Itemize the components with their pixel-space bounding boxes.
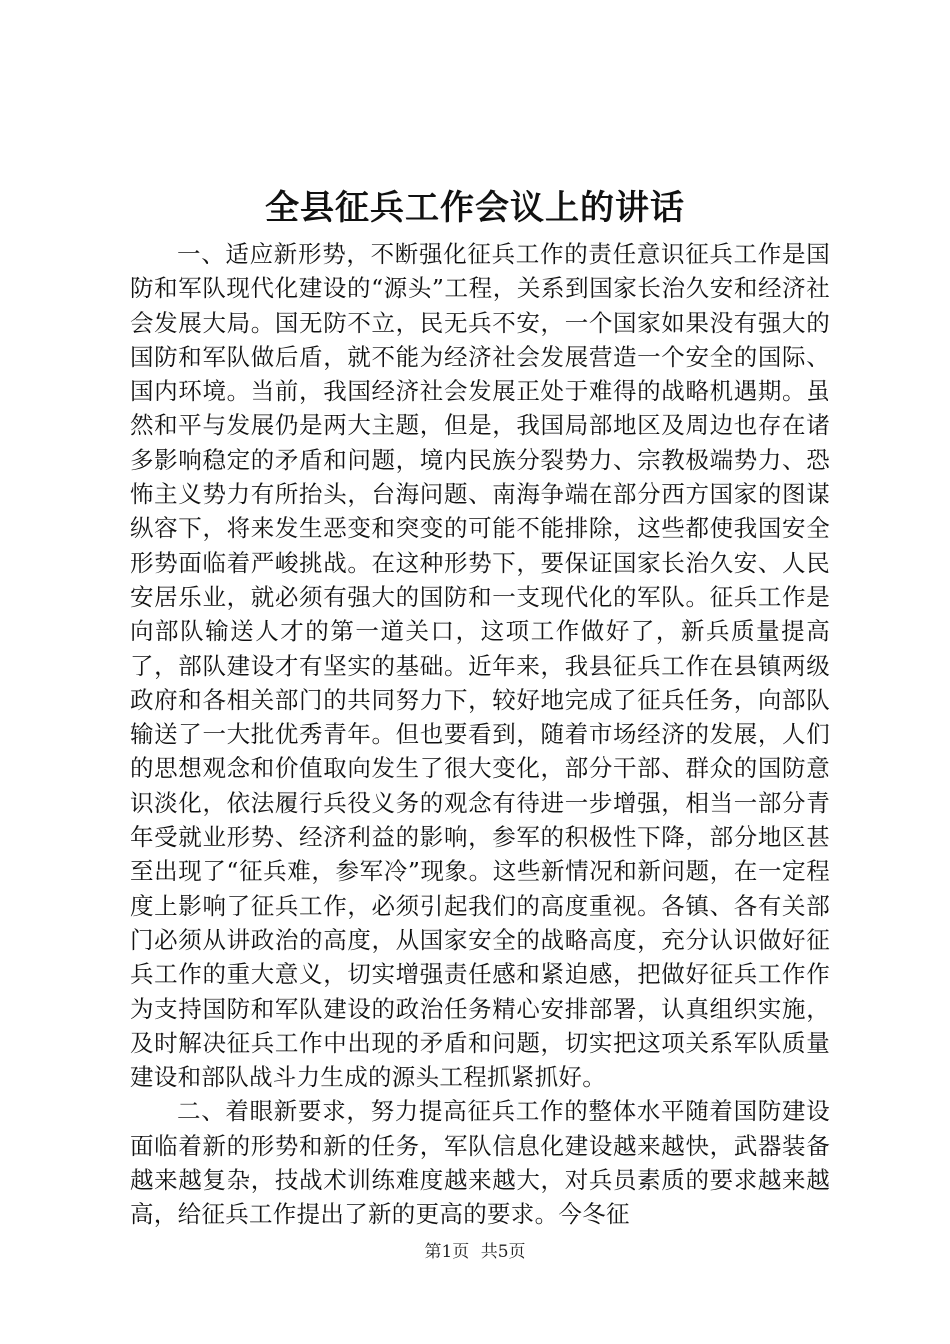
page-total: 共5页 (480, 1242, 526, 1262)
paragraph-2: 二、着眼新要求，努力提高征兵工作的整体水平随着国防建设面临着新的形势和新的任务，军队信息化建设越来越快，武器装备越来越复杂，技战术训练难度越来越大，对兵员素质的要求越来越高，给征兵工作提出了新的更高的要求。今冬征 (130, 1097, 830, 1229)
paragraph-1: 一、适应新形势，不断强化征兵工作的责任意识征兵工作是国防和军队现代化建设的“源头”工程，关系到国家长治久安和经济社会发展大局。国无防不立，民无兵不安，一个国家如果没有强大的国防和军队做后盾，就不能为经济社会发展营造一个安全的国际、国内环境。当前，我国经济社会发展正处于难得的战略机遇期。虽然和平与发展仍是两大主题，但是，我国局部地区及周边也存在诸多影响稳定的矛盾和问题，境内民族分裂势力、宗教极端势力、恐怖主义势力有所抬头，台海问题、南海争端在部分西方国家的图谋纵容下，将来发生恶变和突变的可能不能排除，这些都使我国安全形势面临着严峻挑战。在这种形势下，要保证国家长治久安、人民安居乐业，就必须有强大的国防和一支现代化的军队。征兵工作是向部队输送人才的第一道关口，这项工作做好了，新兵质量提高了，部队建设才有坚实的基础。近年来，我县征兵工作在县镇两级政府和各相关部门的共同努力下，较好地完成了征兵任务，向部队输送了一大批优秀青年。但也要看到，随着市场经济的发展，人们的思想观念和价值取向发生了很大变化，部分干部、群众的国防意识淡化，依法履行兵役义务的观念有待进一步增强，相当一部分青年受就业形势、经济利益的影响，参军的积极性下降，部分地区甚至出现了“征兵难，参军冷”现象。这些新情况和新问题，在一定程度上影响了征兵工作，必须引起我们的高度重视。各镇、各有关部门必须从讲政治的高度，从国家安全的战略高度，充分认识做好征兵工作的重大意义，切实增强责任感和紧迫感，把做好征兵工作作为支持国防和军队建设的政治任务精心安排部署，认真组织实施，及时解决征兵工作中出现的矛盾和问题，切实把这项关系军队质量建设和部队战斗力生成的源头工程抓紧抓好。 (130, 240, 830, 1092)
page-number: 第1页 (424, 1242, 470, 1262)
document-title: 全县征兵工作会议上的讲话 (265, 188, 685, 228)
document-body (130, 237, 830, 1232)
page-footer (0, 1240, 950, 1264)
